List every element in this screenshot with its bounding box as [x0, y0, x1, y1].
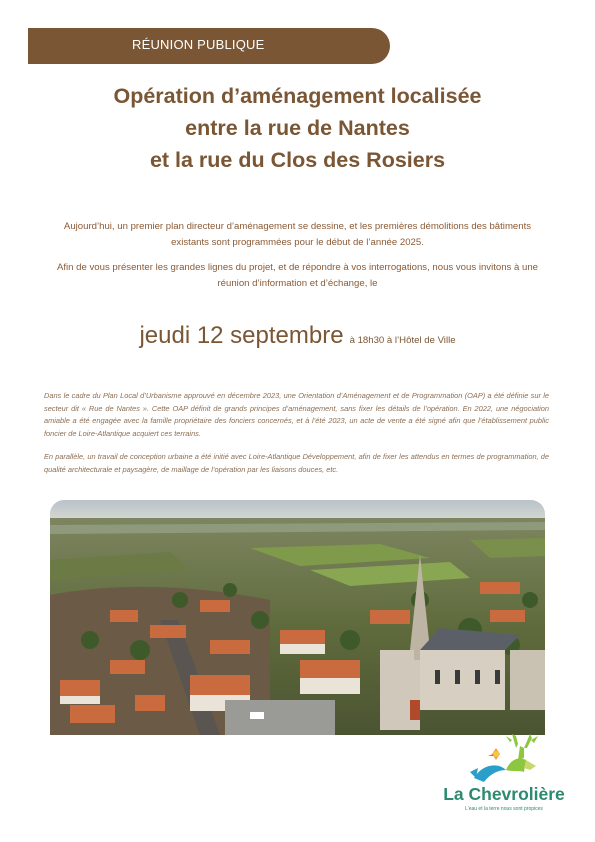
meeting-date: jeudi 12 septembre — [139, 322, 344, 349]
title-line-3: et la rue du Clos des Rosiers — [149, 148, 446, 172]
context-paragraph-2: En parallèle, un travail de conception urbaine a été initié avec Loire-Atlantique Développement, afin de fixer les attendus en termes de programmation, de qualité architecturale et paysagère, de maillage de l’opération par les liaisons douces, etc. — [44, 452, 549, 474]
deer-emblem-icon — [432, 726, 572, 786]
title-line-2: entre la rue de Nantes — [185, 116, 410, 140]
meeting-date-line — [0, 322, 595, 350]
logo-tagline: L’eau et la terre nous sont propices — [465, 806, 543, 812]
section-banner — [28, 28, 390, 64]
meeting-details: à 18h30 à l’Hôtel de Ville — [349, 335, 456, 346]
intro-paragraph-1: Aujourd’hui, un premier plan directeur d’aménagement se dessine, et les premières démolitions des bâtiments existants sont programmées pour le début de l’année 2025. — [63, 221, 532, 248]
logo-name: La Chevrolière — [443, 784, 565, 804]
title-line-1: Opération d’aménagement localisée — [113, 84, 482, 108]
context-text — [44, 390, 549, 487]
aerial-town-photo — [50, 500, 545, 735]
banner-label: RÉUNION PUBLIQUE — [132, 37, 265, 52]
intro-text — [50, 219, 545, 301]
page-title — [0, 80, 595, 176]
la-chevroliere-logo — [432, 726, 572, 816]
intro-paragraph-2: Afin de vous présenter les grandes lignes du projet, et de répondre à vos interrogations, nous vous invitons à une réunion d’information et d’échange, le — [56, 262, 539, 289]
context-paragraph-1: Dans le cadre du Plan Local d’Urbanisme approuvé en décembre 2023, une Orientation d’Aménagement et de Programmation (OAP) a été définie sur le secteur dit « Rue de Nantes ». Cette OAP définit de grands principes d’aménagement, sans fixer les détails de l’opération. En 2022, une négociation amiable a été engagée avec la famille propriétaire des fonciers concernés, et à l’été 2023, un acte de vente a été signé afin que l’établissement public foncier de Loire-Atlantique acquiert ces terrains. — [44, 391, 549, 438]
